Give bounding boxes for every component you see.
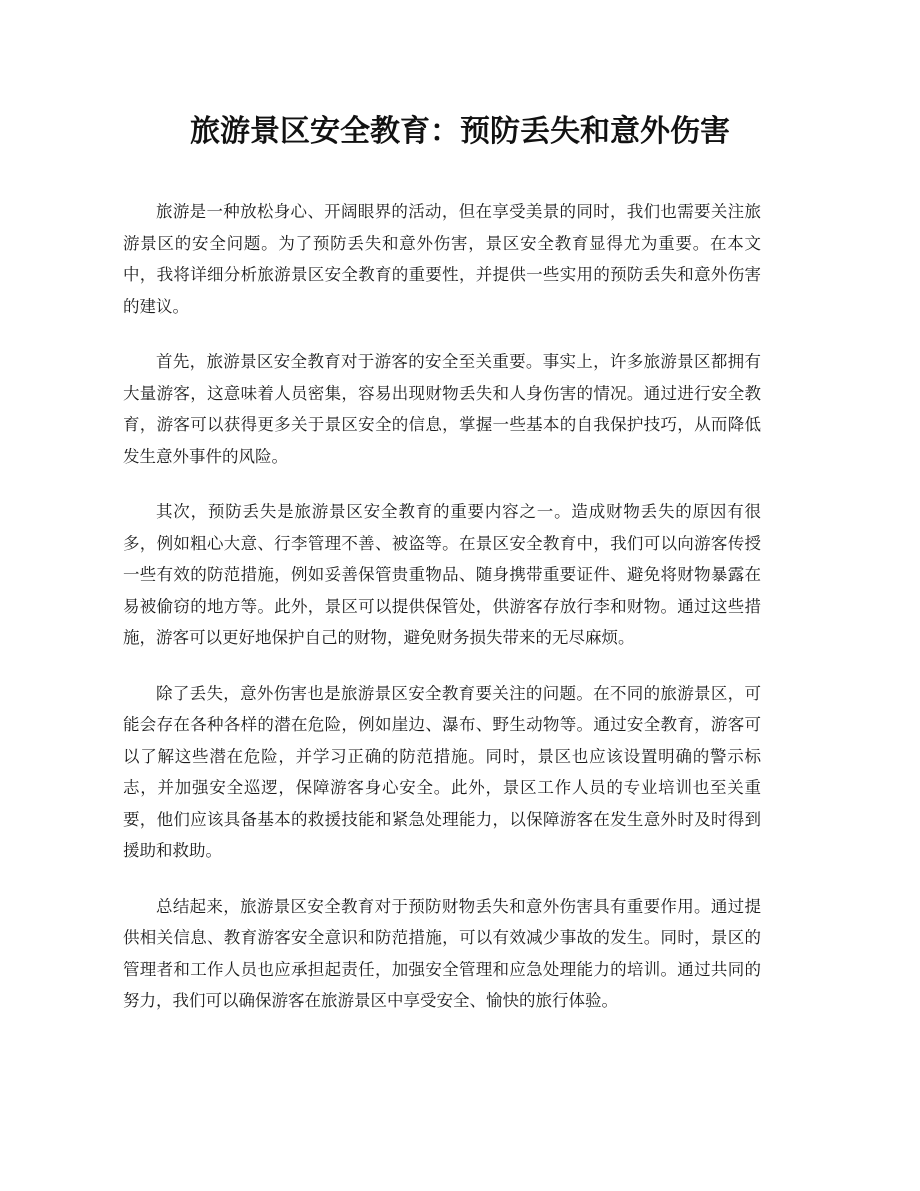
paragraph-2: 首先，旅游景区安全教育对于游客的安全至关重要。事实上，许多旅游景区都拥有大量游客，这意味着人员密集，容易出现财物丢失和人身伤害的情况。通过进行安全教育，游客可以获得更多关于景区安全的信息，掌握一些基本的自我保护技巧，从而降低发生意外事件的风险。 xyxy=(123,352,761,466)
paragraph-1: 旅游是一种放松身心、开阔眼界的活动，但在享受美景的同时，我们也需要关注旅游景区的安全问题。为了预防丢失和意外伤害，景区安全教育显得尤为重要。在本文中，我将详细分析旅游景区安全教育的重要性，并提供一些实用的预防丢失和意外伤害的建议。 xyxy=(123,202,761,316)
paragraph-4: 除了丢失，意外伤害也是旅游景区安全教育要关注的问题。在不同的旅游景区，可能会存在各种各样的潜在危险，例如崖边、瀑布、野生动物等。通过安全教育，游客可以了解这些潜在危险，并学习正确的防范措施。同时，景区也应该设置明确的警示标志，并加强安全巡逻，保障游客身心安全。此外，景区工作人员的专业培训也至关重要，他们应该具备基本的救援技能和紧急处理能力，以保障游客在发生意外时及时得到援助和救助。 xyxy=(123,683,761,860)
paragraph-3: 其次，预防丢失是旅游景区安全教育的重要内容之一。造成财物丢失的原因有很多，例如粗心大意、行李管理不善、被盗等。在景区安全教育中，我们可以向游客传授一些有效的防范措施，例如妥善保管贵重物品、随身携带重要证件、避免将财物暴露在易被偷窃的地方等。此外，景区可以提供保管处，供游客存放行李和财物。通过这些措施，游客可以更好地保护自己的财物，避免财务损失带来的无尽麻烦。 xyxy=(123,502,761,647)
document-body xyxy=(123,196,761,1017)
document-title: 旅游景区安全教育：预防丢失和意外伤害 xyxy=(190,114,730,149)
paragraph-5: 总结起来，旅游景区安全教育对于预防财物丢失和意外伤害具有重要作用。通过提供相关信息、教育游客安全意识和防范措施，可以有效减少事故的发生。同时，景区的管理者和工作人员也应承担起责任，加强安全管理和应急处理能力的培训。通过共同的努力，我们可以确保游客在旅游景区中享受安全、愉快的旅行体验。 xyxy=(123,896,761,1010)
